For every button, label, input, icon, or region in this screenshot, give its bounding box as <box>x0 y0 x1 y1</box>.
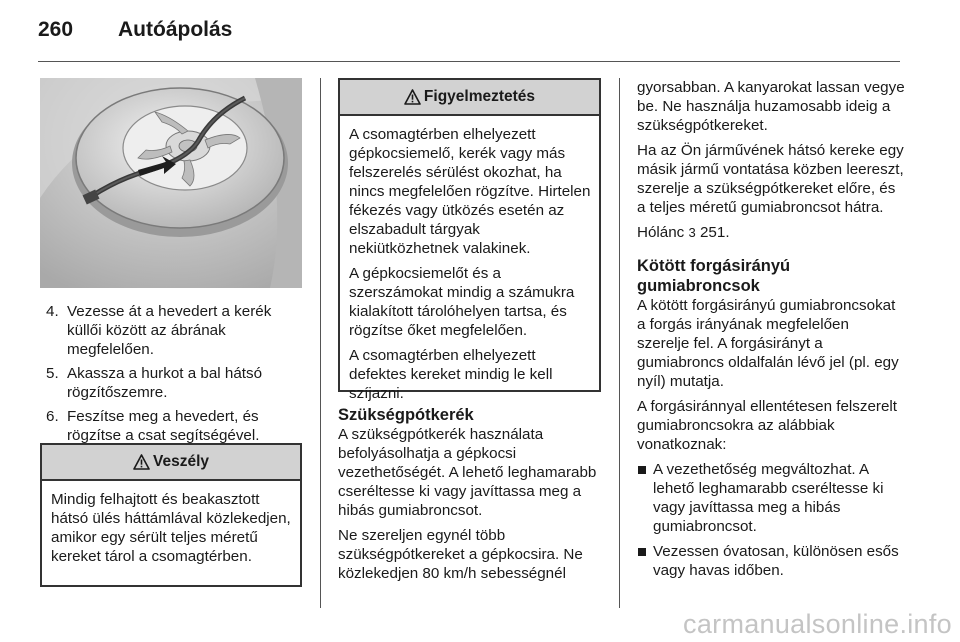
warning-paragraph: A csomagtérben elhelyezett gépkocsiemelő, kerék vagy más felszerelés sérülést okozhat, ha nincs megfelelően rögzítve. Hirtelen fékezés vagy ütközés esetén az elszabadult tárgyak nekiütközhetnek valakinek. <box>349 126 591 257</box>
warning-triangle-icon <box>133 454 150 470</box>
danger-box <box>40 443 302 587</box>
body-paragraph: A forgásiránnyal ellentétesen felszerelt gumiabroncsokra az alábbiak vonatkoznak: <box>637 398 898 453</box>
danger-box-title: Veszély <box>152 453 210 470</box>
right-column <box>637 78 905 586</box>
warning-triangle-icon <box>404 89 421 105</box>
body-paragraph: gyorsabban. A kanyarokat lassan vegye be. Ne használja huzamosabb ideig a szükségpótkereket. <box>637 79 905 134</box>
warning-box-body <box>340 116 599 415</box>
cross-reference <box>637 223 905 242</box>
column-divider-1 <box>320 78 321 608</box>
danger-text: Mindig felhajtott és beakasztott hátsó ülés háttámlával közlekedjen, amikor egy sérült teljes méretű kereket tárol a csomagtérben. <box>51 491 291 565</box>
step-item <box>40 364 302 402</box>
bullet-text: Vezessen óvatosan, különösen esős vagy havas időben. <box>653 543 899 579</box>
bullet-text: A vezethetőség megváltozhat. A lehető leghamarabb cseréltesse ki vagy javíttassa meg a hibás gumiabroncsot. <box>653 461 884 535</box>
section-heading <box>637 256 905 296</box>
step-number: 4. <box>46 303 59 320</box>
bullet-list <box>637 460 905 580</box>
instruction-steps <box>40 302 302 450</box>
step-number: 6. <box>46 408 59 425</box>
bullet-square-icon <box>638 548 646 556</box>
step-item <box>40 407 302 445</box>
bullet-square-icon <box>638 466 646 474</box>
warning-paragraph: A gépkocsiemelőt és a szerszámokat mindig a számukra kialakított tárolóhelyen tartsa, és rögzítse őket megfelelően. <box>349 265 575 339</box>
danger-box-header <box>42 445 300 481</box>
step-text: Feszítse meg a hevedert, és rögzítse a csat segítségével. <box>67 408 260 444</box>
bullet-item <box>637 542 905 580</box>
bullet-item <box>637 460 905 536</box>
section-heading: Szükségpótkerék <box>338 406 474 424</box>
body-paragraph: A kötött forgásirányú gumiabroncsokat a forgás irányának megfelelően szerelje fel. A forgásirányt a gumiabroncs oldalfalán lévő jel (pl. egy nyíl) mutatja. <box>637 297 899 390</box>
warning-box <box>338 78 601 402</box>
danger-box-body <box>42 481 300 578</box>
step-text: Vezesse át a hevedert a kerék küllői között az ábrának megfelelően. <box>67 303 272 358</box>
page-number: 260 <box>38 18 74 41</box>
step-number: 5. <box>46 365 59 382</box>
reference-arrow-icon: 3 <box>688 225 696 240</box>
spare-wheel-photo <box>40 78 302 288</box>
step-item <box>40 302 302 359</box>
spare-wheel-illustration <box>40 78 302 288</box>
body-paragraph: Ha az Ön járművének hátsó kereke egy másik jármű vontatása közben leereszt, szerelje a szükségpótkereket előre, és a teljes méretű gumiabroncsot hátra. <box>637 142 904 216</box>
step-text: Akassza a hurkot a bal hátsó rögzítőszemre. <box>67 365 263 401</box>
spare-wheel-section <box>338 405 603 589</box>
body-paragraph: A szükségpótkerék használata befolyásolhatja a gépkocsi vezethetőségét. A lehető leghamarabb cseréltesse ki vagy javíttassa meg a hibás gumiabroncsot. <box>338 426 597 519</box>
warning-box-header <box>340 80 599 116</box>
column-divider-2 <box>619 78 620 608</box>
cross-reference-page: 251. <box>699 224 730 241</box>
page-title: Autóápolás <box>118 18 233 41</box>
watermark: carmanualsonline.info <box>683 609 952 639</box>
section-heading-line: Kötött forgásirányú <box>637 257 791 275</box>
warning-paragraph: A csomagtérben elhelyezett defektes kereket mindig le kell szíjazni. <box>349 347 553 402</box>
body-paragraph: Ne szereljen egynél több szükségpótkereket a gépkocsira. Ne közlekedjen 80 km/h sebességnél <box>338 527 583 582</box>
warning-box-title: Figyelmeztetés <box>423 88 536 105</box>
cross-reference-label: Hólánc <box>637 224 685 241</box>
header-rule <box>38 61 900 62</box>
section-heading-line: gumiabroncsok <box>637 277 760 295</box>
